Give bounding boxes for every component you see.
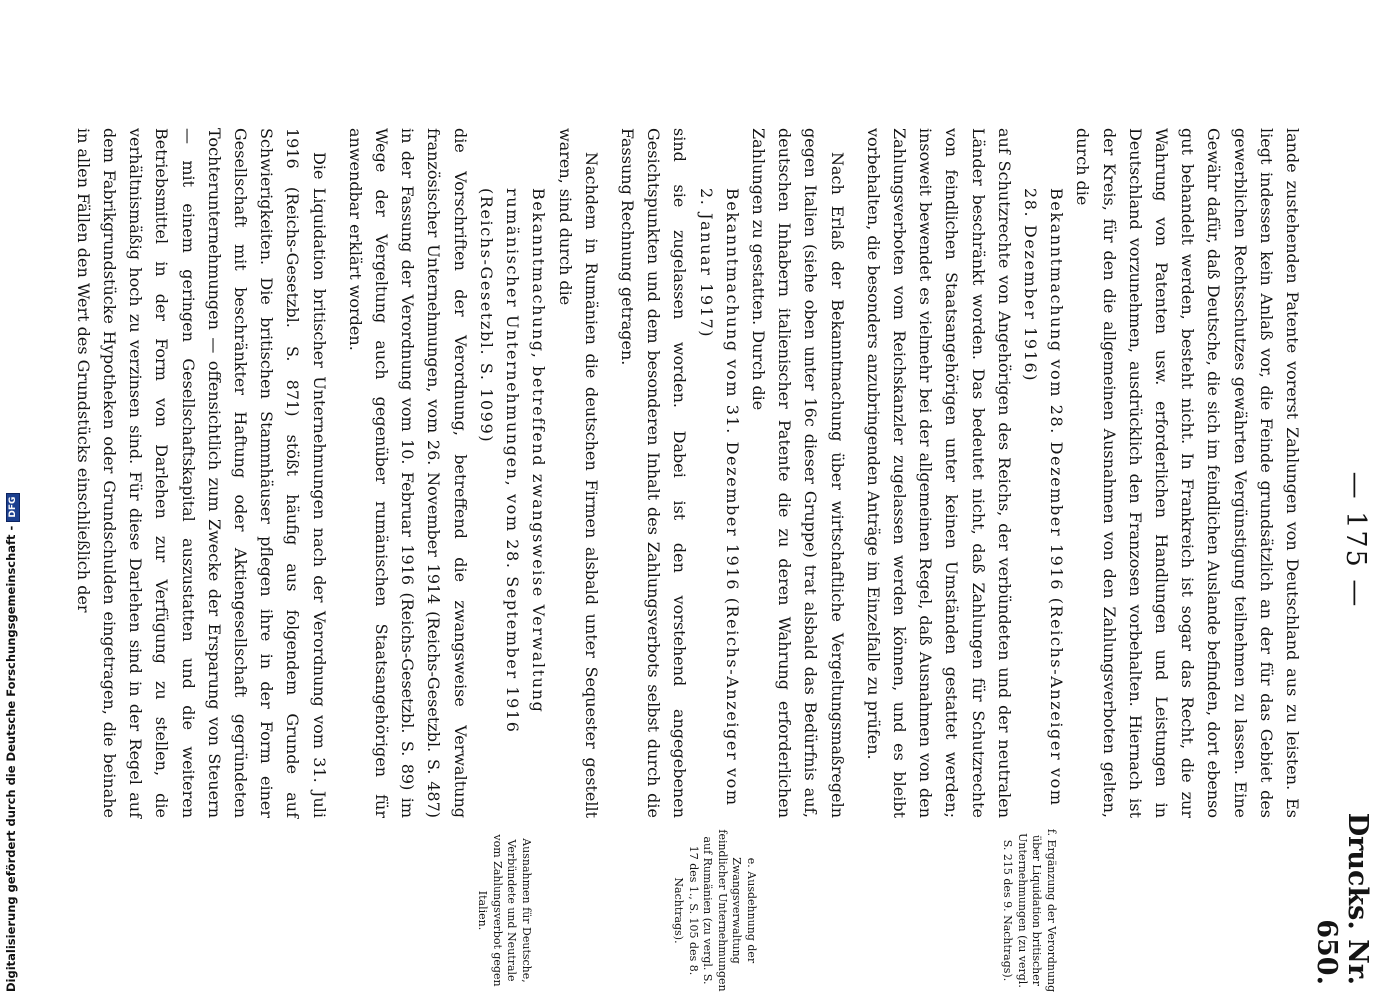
page-number: — 175 — xyxy=(1340,471,1371,609)
main-text xyxy=(70,128,1305,818)
paragraph-citation: Bekanntmachung vom 31. Dezember 1916 (Reichs-Anzeiger vom 2. Januar 1917) xyxy=(696,188,742,807)
credit-text: Digitalisierung gefördert durch die Deutsche Forschungsgemeinschaft - xyxy=(4,525,18,992)
paragraph: Nach Erlaß der Bekanntmachung über wirtschaftliche Vergeltungsmaßregeln gegen Italien (siehe oben unter 16c dieser Gruppe) trat alsbald das Bedürfnis auf, deutschen Inhabern italienischer Patente die zu deren Wahrung erforderlichen Zahlungen zu gestatten. Durch die xyxy=(748,128,847,818)
paragraph: lande zustehenden Patente vorerst Zahlungen von Deutschland aus zu leisten. Es liegt indessen kein Anlaß vor, die Feinde grundsätzlich an der für das Gebiet des gewerblichen Rechtsschutzes gewährten Vergünstigung teilnehmen zu lassen. Eine Gewähr dafür, daß Deutsche, die sich im feindlichen Auslande befinden, dort ebenso gut behandelt werden, besteht nicht. In Frankreich ist sogar das Recht, die zur Wahrung von Patenten usw. erforderlichen Handlungen und Leistungen in Deutschland vorzunehmen, ausdrücklich den Franzosen vorbehalten. Hiernach ist der Kreis, für den die allgemeinen Ausnahmen von den Zahlungsverboten gelten, durch die xyxy=(1073,128,1302,818)
paragraph: sind sie zugelassen worden. Dabei ist den vorstehend angegebenen Gesichtspunkten und dem besonderen Inhalt des Zahlungsverbots selbst durch die Fassung Rechnung getragen. xyxy=(617,128,690,818)
paragraph: auf Schutzrechte von Angehörigen des Reichs, der verbündeten und der neutralen Länder beschränkt worden. Das bedeutet nicht, daß Zahlungen für Schutzrechte von feindlichen Staatsangehörigen unter keinen Umständen gestattet werden; insoweit bewendet es vielmehr bei der allgemeinen Regel, daß Ausnahmen von den Zahlungsverboten vom Reichskanzler zugelassen werden können, und es bleibt vorbehalten, die besonders anzubringenden Anträge im Einzelfalle zu prüfen. xyxy=(863,128,1014,818)
paragraph: Nachdem in Rumänien die deutschen Firmen alsbald unter Sequester gestellt waren, sind durch die xyxy=(555,128,601,818)
document-number: Drucks. Nr. 650. xyxy=(1311,812,1373,985)
digitization-credit xyxy=(4,493,20,992)
margin-note: f. Ergänzung der Verordnung über Liquidation britischer Unternehmungen (zu vergl. S. 215 des 9. Nachtrags). xyxy=(1001,828,1058,993)
margin-note: Ausnahmen für Deutsche, Verbündete und Neutrale vom Zahlungsverbot gegen Italien. xyxy=(476,834,533,987)
paragraph-citation: Bekanntmachung vom 28. Dezember 1916 (Reichs-Anzeiger vom 28. Dezember 1916) xyxy=(1020,188,1067,807)
paragraph-citation: Bekanntmachung, betreffend zwangsweise Verwaltung rumänischer Unternehmungen, vom 28. September 1916 (Reichs-Gesetzbl. S. 1099) xyxy=(476,188,549,734)
dfg-logo: DFG xyxy=(6,493,20,522)
paragraph: Die Liquidation britischer Unternehmungen nach der Verordnung vom 31. Juli 1916 (Reichs-Gesetzbl. S. 871) stößt häufig aus folgendem Grunde auf Schwierigkeiten. Die britischen Stammhäuser pflegen ihre in der Form einer Gesellschaft mit beschränkter Haftung oder Aktiengesellschaft gegründeten Tochterunternehmungen — offensichtlich zum Zwecke der Ersparung von Steuern — mit einem geringen Gesellschaftskapital auszustatten und die weiteren Betriebsmittel in der Form von Darlehen zur Verfügung zu stellen, die verhältnismäßig hoch zu verzinsen sind. Für diese Darlehen sind in der Regel auf dem Fabrikgrundstücke Hypotheken oder Grundschulden eingetragen, die beinahe in allen Fällen den Wert des Grundstücks einschließlich der xyxy=(73,128,329,818)
paragraph: die Vorschriften der Verordnung, betreffend die zwangsweise Verwaltung französischer Unternehmungen, vom 26. November 1914 (Reichs-Gesetzbl. S. 487) in der Fassung der Verordnung vom 10. Februar 1916 (Reichs-Gesetzbl. S. 89) im Wege der Vergeltung auch gegenüber rumänischen Staatsangehörigen für anwendbar erklärt worden. xyxy=(345,128,470,818)
margin-note: e. Ausdehnung der Zwangsverwaltung feindlicher Unternehmungen auf Rumänien (zu vergl. S. 17 des 1., S. 105 des 8. Nachtrags). xyxy=(672,829,758,992)
